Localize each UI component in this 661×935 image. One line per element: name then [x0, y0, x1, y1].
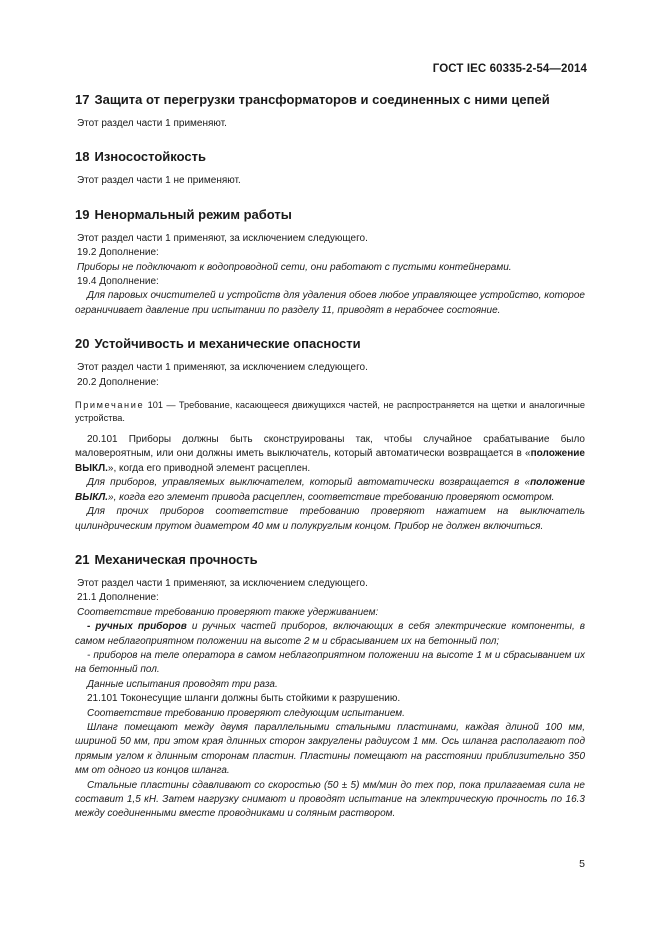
section-17-number: 17: [75, 92, 90, 107]
clause-21-1-label: 21.1 Дополнение:: [77, 592, 159, 604]
clause-20-101: [75, 433, 585, 476]
clause-19-4-label: 19.4 Дополнение:: [77, 276, 159, 288]
clause-19-4-text: Для паровых очистителей и устройств для удаления обоев любое управляющее устройство, которое ограничивает давление при испытании по разделу 11, приводят в нерабочее состояние.: [75, 290, 585, 316]
clause-20-101-text-c: », когда его приводной элемент расцеплен.: [107, 462, 311, 474]
clause-21-1-text: Соответствие требованию проверяют также удерживанием:: [77, 606, 379, 618]
clause-21-101-check: Соответствие требованию проверяют следующим испытанием.: [87, 707, 405, 719]
clause-21-101-compression: Стальные пластины сдавливают со скоростью (50 ± 5) мм/мин до тех пор, пока прилагаемая сила не составит 1,5 кН. Затем нагрузку снимают и проводят испытание на электрическую прочность по 16.3 между соединенными вместе проводниками и соляным раствором.: [75, 779, 585, 820]
section-18-heading: [75, 149, 585, 165]
section-21: [75, 552, 585, 822]
section-18-number: 18: [75, 149, 90, 165]
section-17-heading: [75, 92, 585, 108]
section-21-number: 21: [75, 551, 90, 567]
document-id-header: ГОСТ IEC 60335-2-54—2014: [432, 63, 587, 75]
clause-20-2-label: 20.2 Дополнение:: [77, 376, 159, 388]
section-19: [75, 207, 585, 318]
section-18: [75, 149, 585, 188]
item-1-dash: -: [87, 621, 96, 633]
clause-20-101-text-a: 20.101 Приборы должны быть сконструированы так, чтобы случайное срабатывание было маловероятным, или они должны иметь выключатель, который автоматически возвращается в «: [75, 434, 585, 460]
check-1-bold: положение ВЫКЛ.: [75, 477, 585, 503]
section-20-title: Устойчивость и механические опасности: [94, 336, 361, 352]
section-21-title: Механическая прочность: [94, 551, 258, 567]
section-17-title: Защита от перегрузки трансформаторов и соединенных с ними цепей: [94, 92, 550, 107]
clause-20-101-bold: положение ВЫКЛ.: [75, 448, 585, 474]
section-21-intro: Этот раздел части 1 применяют, за исключением следующего.: [77, 577, 368, 589]
clause-21-1-repeat: Данные испытания проводят три раза.: [87, 678, 278, 690]
clause-21-1-item-2: - приборов на теле оператора в самом неблагоприятном положении на высоте 1 м и сбрасыванием их на бетонный пол.: [75, 649, 585, 676]
section-18-text: Этот раздел части 1 не применяют.: [77, 175, 241, 187]
section-19-number: 19: [75, 206, 90, 222]
page-content: [75, 92, 585, 822]
clause-20-101-check-1: [75, 476, 585, 505]
page-number: 5: [579, 858, 585, 870]
item-1-rest: и ручных частей приборов, включающих в себя электрические компоненты, в самом неблагоприятном положении на высоте 2 м и сбрасыванием их на бетонный пол;: [75, 621, 586, 647]
clause-21-101-procedure: Шланг помещают между двумя параллельными стальными пластинами, каждая длиной 100 мм, шириной 50 мм, при этом края длинных сторон закруглены радиусом 1 мм. Ось шланга располагают под прямым углом к длинным сторонам пластин. Пластины помещают на расстоянии приблизительно 350 мм от одного из концов шланга.: [75, 721, 585, 777]
section-19-heading: [75, 207, 585, 223]
clause-21-101-label: 21.101 Токонесущие шланги должны быть стойкими к разрушению.: [87, 693, 401, 705]
note-101: [75, 399, 585, 425]
section-18-title: Износостойкость: [94, 149, 206, 165]
section-20-heading: [75, 336, 585, 352]
section-19-title: Ненормальный режим работы: [94, 206, 292, 222]
section-21-heading: [75, 552, 585, 568]
note-label: Примечание: [75, 400, 145, 411]
check-1-text-c: », когда его элемент привода расцеплен, соответствие требованию проверяют осмотром.: [108, 491, 555, 503]
clause-19-2-text: Приборы не подключают к водопроводной сети, они работают с пустыми контейнерами.: [77, 261, 512, 273]
section-17: [75, 92, 585, 131]
section-20-number: 20: [75, 336, 90, 352]
clause-19-2-label: 19.2 Дополнение:: [77, 247, 159, 259]
section-20-intro: Этот раздел части 1 применяют, за исключением следующего.: [77, 362, 368, 374]
item-1-bold: ручных приборов: [95, 621, 187, 633]
clause-21-1-item-1: [75, 620, 585, 649]
note-text: 101 — Требование, касающееся движущихся частей, не распространяется на щетки и аналогичные устройства.: [75, 400, 585, 424]
section-20: [75, 336, 585, 534]
clause-20-101-check-2: Для прочих приборов соответствие требованию проверяют нажатием на выключатель цилиндрическим прутом диаметром 40 мм и полукруглым концом. Прибор не должен включиться.: [75, 506, 585, 532]
section-17-text: Этот раздел части 1 применяют.: [77, 118, 227, 129]
check-1-text-a: Для приборов, управляемых выключателем, который автоматически возвращается в «: [87, 477, 531, 489]
section-19-intro: Этот раздел части 1 применяют, за исключением следующего.: [77, 232, 368, 244]
